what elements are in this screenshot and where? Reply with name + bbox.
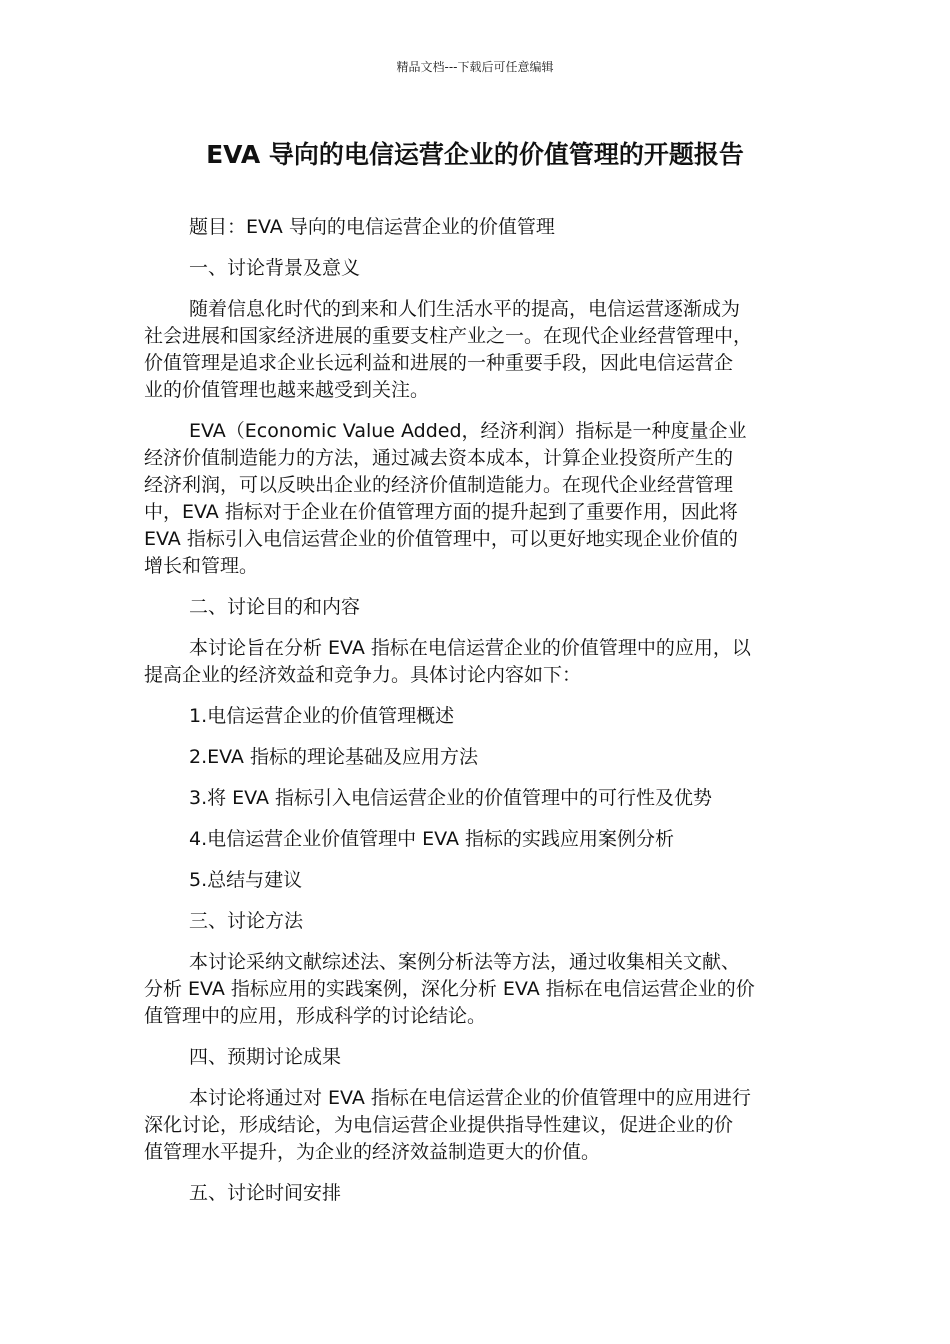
paragraph-line: 分析 EVA 指标应用的实践案例，深化分析 EVA 指标在电信运营企业的价 [144, 978, 755, 1000]
paragraph [144, 1044, 806, 1071]
paragraph [144, 826, 806, 853]
paragraph-line: 本讨论将通过对 EVA 指标在电信运营企业的价值管理中的应用进行 [189, 1087, 751, 1109]
paragraph-line: 价值管理是追求企业长远利益和进展的一种重要手段，因此电信运营企 [144, 352, 734, 374]
header-note: 精品文档---下载后可任意编辑 [396, 60, 554, 74]
document-body [144, 214, 806, 1221]
paragraph-line: EVA（Economic Value Added，经济利润）指标是一种度量企业 [189, 420, 747, 442]
paragraph-line: 中，EVA 指标对于企业在价值管理方面的提升起到了重要作用，因此将 [144, 501, 738, 523]
paragraph [144, 296, 806, 404]
paragraph [144, 255, 806, 282]
paragraph-line: 随着信息化时代的到来和人们生活水平的提高，电信运营逐渐成为 [189, 298, 741, 320]
paragraph-line: 3.将 EVA 指标引入电信运营企业的价值管理中的可行性及优势 [189, 787, 712, 809]
paragraph-line: 本讨论采纳文献综述法、案例分析法等方法，通过收集相关文献、 [189, 951, 741, 973]
paragraph [144, 744, 806, 771]
paragraph-line: 值管理中的应用，形成科学的讨论结论。 [144, 1005, 487, 1027]
paragraph [144, 867, 806, 894]
paragraph-line: 2.EVA 指标的理论基础及应用方法 [189, 746, 478, 768]
paragraph-line: 经济价值制造能力的方法，通过减去资本成本，计算企业投资所产生的 [144, 447, 734, 469]
paragraph [144, 908, 806, 935]
paragraph [144, 214, 806, 241]
paragraph-line: 5.总结与建议 [189, 869, 303, 891]
paragraph-line: 值管理水平提升，为企业的经济效益制造更大的价值。 [144, 1141, 601, 1163]
paragraph-line: EVA 指标引入电信运营企业的价值管理中，可以更好地实现企业价值的 [144, 528, 738, 550]
paragraph-line: 五、讨论时间安排 [189, 1182, 342, 1204]
paragraph-line: 提高企业的经济效益和竞争力。具体讨论内容如下： [144, 664, 582, 686]
paragraph [144, 785, 806, 812]
paragraph-line: 四、预期讨论成果 [189, 1046, 342, 1068]
paragraph [144, 418, 806, 580]
paragraph-line: 一、讨论背景及意义 [189, 257, 361, 279]
paragraph-line: 4.电信运营企业价值管理中 EVA 指标的实践应用案例分析 [189, 828, 674, 850]
paragraph [144, 703, 806, 730]
paragraph-line: 业的价值管理也越来越受到关注。 [144, 379, 430, 401]
paragraph-line: 三、讨论方法 [189, 910, 304, 932]
paragraph-line: 本讨论旨在分析 EVA 指标在电信运营企业的价值管理中的应用，以 [189, 637, 751, 659]
paragraph-line: 经济利润，可以反映出企业的经济价值制造能力。在现代企业经营管理 [144, 474, 734, 496]
paragraph-line: 二、讨论目的和内容 [189, 596, 361, 618]
paragraph-line: 深化讨论，形成结论，为电信运营企业提供指导性建议，促进企业的价 [144, 1114, 734, 1136]
paragraph-line: 1.电信运营企业的价值管理概述 [189, 705, 455, 727]
paragraph-line: 社会进展和国家经济进展的重要支柱产业之一。在现代企业经营管理中， [144, 325, 753, 347]
paragraph-line: 增长和管理。 [144, 555, 259, 577]
document-title: EVA 导向的电信运营企业的价值管理的开题报告 [206, 140, 744, 169]
paragraph [144, 635, 806, 689]
paragraph [144, 1085, 806, 1166]
paragraph-line: 题目：EVA 导向的电信运营企业的价值管理 [189, 216, 555, 238]
paragraph [144, 949, 806, 1030]
paragraph [144, 594, 806, 621]
paragraph [144, 1180, 806, 1207]
